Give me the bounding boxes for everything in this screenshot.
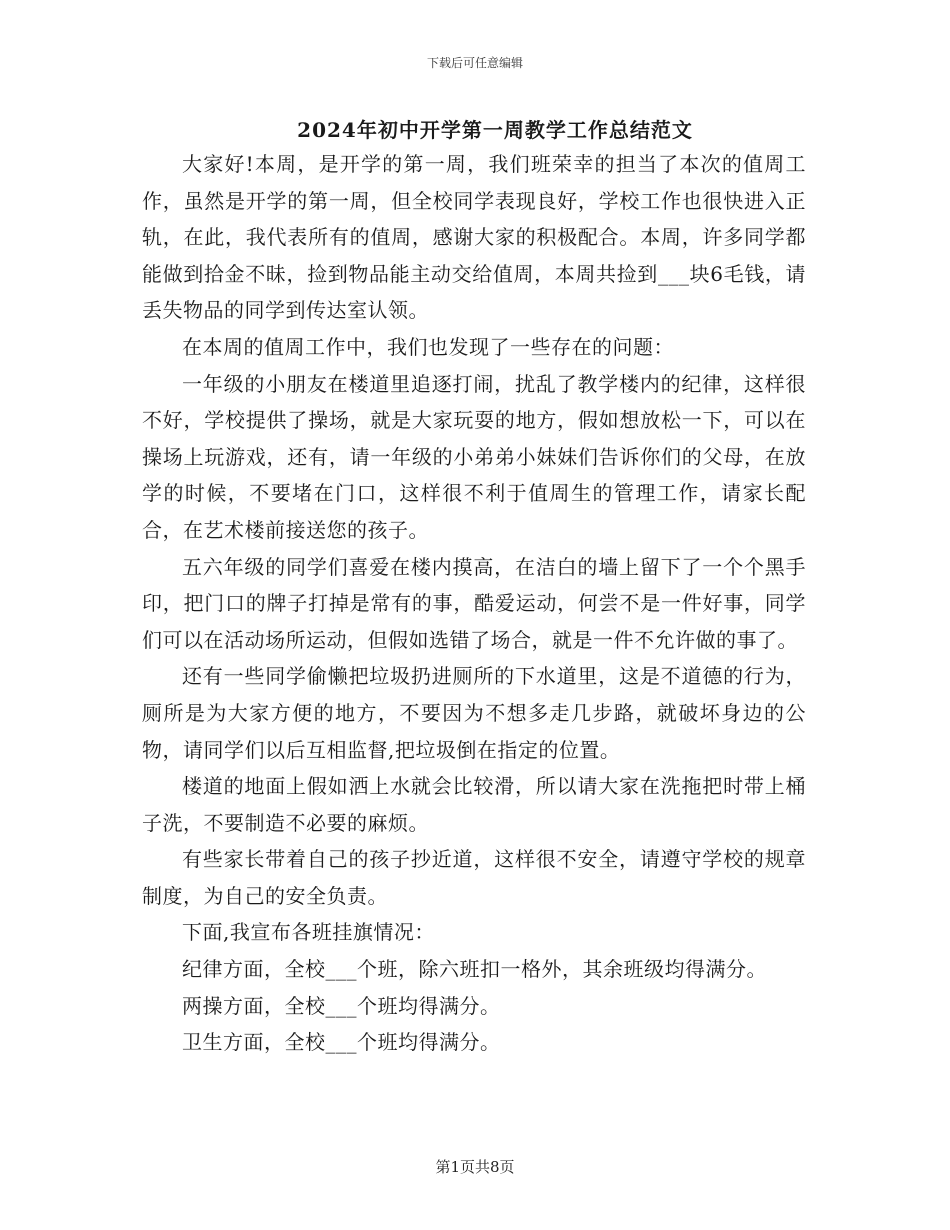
- document-body: [142, 146, 806, 1061]
- header-note: 下载后可任意编辑: [426, 56, 523, 70]
- paragraph-exercises: 两操方面，全校___个班均得满分。: [182, 993, 501, 1018]
- paragraph-grade-one: 一年级的小朋友在楼道里追逐打闹，扰乱了教学楼内的纪律，这样很不好，学校提供了操场，就是大家玩耍的地方，假如想放松一下，可以在操场上玩游戏，还有，请一年级的小弟弟小妹妹们告诉你们的父母，在放学的时候，不要堵在门口，这样很不利于值周生的管理工作，请家长配合，在艺术楼前接送您的孩子。: [142, 371, 806, 542]
- paragraph-grade-five-six: 五六年级的同学们喜爱在楼内摸高，在洁白的墙上留下了一个个黑手印，把门口的牌子打掉是常有的事，酷爱运动，何尝不是一件好事，同学们可以在活动场所运动，但假如选错了场合，就是一件不允许做的事了。: [142, 554, 806, 652]
- paragraph-hygiene: 卫生方面，全校___个班均得满分。: [182, 1030, 501, 1055]
- document-title: 2024年初中开学第一周教学工作总结范文: [297, 118, 693, 142]
- paragraph-corridor: 楼道的地面上假如洒上水就会比较滑，所以请大家在洗拖把时带上桶子洗，不要制造不必要的麻烦。: [142, 774, 806, 835]
- paragraph-problems-intro: 在本周的值周工作中，我们也发现了一些存在的问题：: [182, 334, 674, 359]
- paragraph-flag-announcement: 下面,我宣布各班挂旗情况：: [182, 920, 435, 945]
- paragraph-intro: 大家好!本周，是开学的第一周，我们班荣幸的担当了本次的值周工作，虽然是开学的第一周，但全校同学表现良好，学校工作也很快进入正轨，在此，我代表所有的值周，感谢大家的积极配合。本周，许多同学都能做到拾金不昧，捡到物品能主动交给值周，本周共捡到___块6毛钱，请丢失物品的同学到传达室认领。: [142, 152, 806, 323]
- paragraph-parents: 有些家长带着自己的孩子抄近道，这样很不安全，请遵守学校的规章制度，为自己的安全负责。: [142, 847, 806, 908]
- page-footer: 第1页共8页: [435, 1158, 515, 1176]
- paragraph-toilet: 还有一些同学偷懒把垃圾扔进厕所的下水道里，这是不道德的行为，厕所是为大家方便的地方，不要因为不想多走几步路，就破坏身边的公物，请同学们以后互相监督,把垃圾倒在指定的位置。: [142, 664, 806, 762]
- paragraph-discipline: 纪律方面，全校___个班，除六班扣一格外，其余班级均得满分。: [182, 957, 767, 982]
